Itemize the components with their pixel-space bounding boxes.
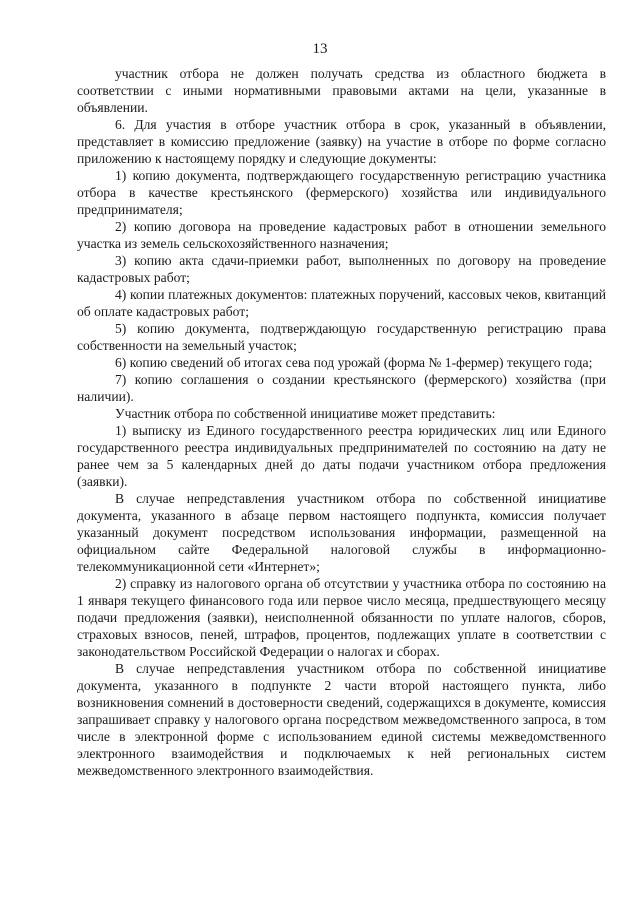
list-item-7-farm-agreement: 7) копию соглашения о создании крестьянского (фермерского) хозяйства (при наличии). (77, 372, 606, 404)
paragraph-own-initiative: Участник отбора по собственной инициативе может представить: (115, 406, 496, 421)
list-item-2-contract-copy: 2) копию договора на проведение кадастровых работ в отношении земельного участка из земель сельскохозяйственного назначения; (77, 219, 606, 251)
list-item-2-tax-certificate: 2) справку из налогового органа об отсутствии у участника отбора по состоянию на 1 января текущего финансового года или первое число месяца, предшествующего месяцу подачи предложения (заявки), неисполненной обязанности по уплате налогов, сборов, страховых взносов, пеней, штрафов, процентов, подлежащих уплате в соответствии с законодательством Российской Федерации о налогах и сборах. (77, 576, 606, 659)
list-item-5-ownership-registration: 5) копию документа, подтверждающую государственную регистрацию права собственности на земельный участок; (77, 321, 606, 353)
list-item-4-payment-documents: 4) копии платежных документов: платежных поручений, кассовых чеков, квитанций об оплате кадастровых работ; (77, 287, 606, 319)
page-number: 13 (312, 41, 328, 57)
list-item-1-registration-copy: 1) копию документа, подтверждающего государственную регистрацию участника отбора в качестве крестьянского (фермерского) хозяйства или индивидуального предпринимателя; (77, 168, 606, 217)
list-item-1-registry-extract: 1) выписку из Единого государственного реестра юридических лиц или Единого государственного реестра индивидуальных предпринимателей по состоянию на дату не ранее чем за 5 календарных дней до даты подачи участником отбора предложения (заявки). (77, 423, 606, 489)
list-item-3-acceptance-act: 3) копию акта сдачи-приемки работ, выполненных по договору на проведение кадастровых работ; (77, 253, 606, 285)
document-body (77, 65, 606, 779)
paragraph-condition-continuation: участник отбора не должен получать средства из областного бюджета в соответствии с иными нормативными правовыми актами на цели, указанные в объявлении. (77, 66, 606, 115)
paragraph-non-submission-2: В случае непредставления участником отбора по собственной инициативе документа, указанного в подпункте 2 части второй настоящего пункта, либо возникновения сомнений в достоверности сведений, содержащихся в документе, комиссия запрашивает справку у налогового органа посредством межведомственного запроса, в том числе в электронной форме с использованием единой системы межведомственного электронного взаимодействия и подключаемых к ней региональных систем межведомственного электронного взаимодействия. (77, 661, 606, 778)
list-item-6-sowing-results: 6) копию сведений об итогах сева под урожай (форма № 1-фермер) текущего года; (115, 355, 593, 370)
paragraph-non-submission-1: В случае непредставления участником отбора по собственной инициативе документа, указанного в абзаце первом настоящего подпункта, комиссия получает указанный документ посредством использования информации, размещенной на официальном сайте Федеральной налоговой службы в информационно-телекоммуникационной сети «Интернет»; (77, 491, 606, 574)
paragraph-item-6: 6. Для участия в отборе участник отбора в срок, указанный в объявлении, представляет в комиссию предложение (заявку) на участие в отборе по форме согласно приложению к настоящему порядку и следующие документы: (77, 117, 606, 166)
